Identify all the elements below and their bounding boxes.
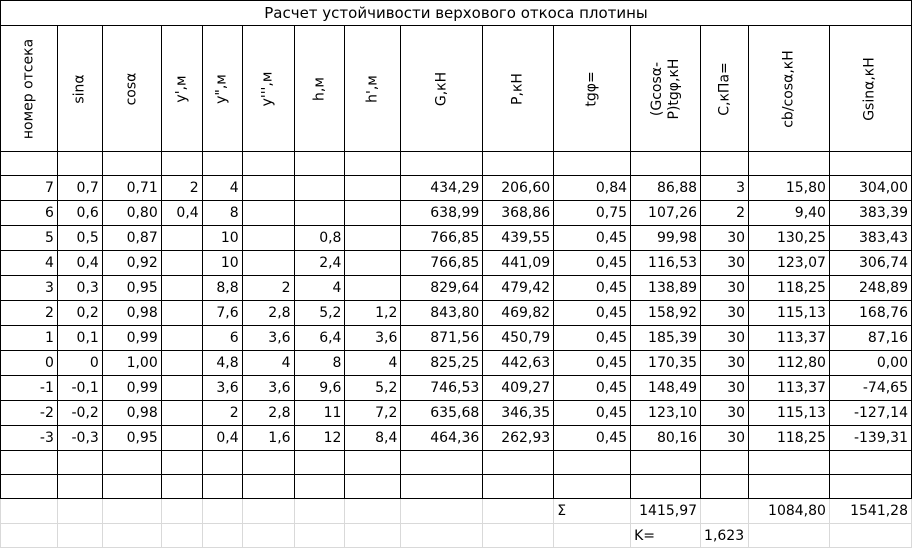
empty-cell[interactable] [345,524,401,548]
column-header[interactable] [294,26,345,152]
empty-cell[interactable] [554,475,631,499]
empty-cell[interactable] [749,475,830,499]
table-row [1,176,912,201]
table-cell[interactable]: 383,43 [829,226,911,251]
table-cell[interactable]: 1 [1,326,58,351]
table-cell[interactable]: -3 [1,426,58,451]
table-cell[interactable]: 0,6 [57,201,102,226]
table-cell[interactable]: 11 [294,401,345,426]
sum-cb-value[interactable]: 1084,80 [749,499,830,524]
table-cell[interactable] [161,326,202,351]
empty-cell[interactable] [202,451,242,475]
empty-cell[interactable] [401,475,483,499]
sigma-label[interactable]: Σ [554,499,631,524]
empty-cell[interactable] [483,475,554,499]
table-row [1,276,912,301]
table-cell[interactable]: 30 [701,326,749,351]
table-cell[interactable] [242,201,294,226]
table-cell[interactable]: 0,45 [554,326,631,351]
empty-cell[interactable] [242,152,294,176]
table-cell[interactable]: 138,89 [631,276,701,301]
table-cell[interactable]: 3 [1,276,58,301]
empty-cell[interactable] [294,524,345,548]
table-cell[interactable]: 2,8 [242,401,294,426]
empty-cell[interactable] [102,451,161,475]
column-header[interactable] [57,26,102,152]
table-cell[interactable] [345,201,401,226]
table-cell[interactable]: 10 [202,251,242,276]
column-header-label: Gsinα,кН [861,56,878,121]
table-cell[interactable]: 30 [701,251,749,276]
table-cell[interactable]: 10 [202,226,242,251]
table-cell[interactable]: -0,3 [57,426,102,451]
column-header[interactable] [554,26,631,152]
table-cell[interactable]: 4 [242,351,294,376]
table-cell[interactable]: 113,37 [749,376,830,401]
table-cell[interactable]: 0,92 [102,251,161,276]
table-cell[interactable]: -139,31 [829,426,911,451]
table-cell[interactable]: -0,2 [57,401,102,426]
column-header[interactable] [202,26,242,152]
empty-cell[interactable] [554,524,631,548]
table-cell[interactable]: 0,45 [554,401,631,426]
table-cell[interactable]: 450,79 [483,326,554,351]
column-header[interactable] [701,26,749,152]
table-cell[interactable]: 1,2 [345,301,401,326]
empty-cell[interactable] [749,451,830,475]
table-cell[interactable]: 0,45 [554,276,631,301]
empty-cell[interactable] [242,499,294,524]
table-cell[interactable]: 30 [701,401,749,426]
table-cell[interactable]: 0,95 [102,276,161,301]
table-cell[interactable]: 8,4 [345,426,401,451]
column-header[interactable] [749,26,830,152]
table-cell[interactable] [345,176,401,201]
empty-cell[interactable] [161,152,202,176]
empty-cell[interactable] [701,451,749,475]
table-cell[interactable]: 383,39 [829,201,911,226]
table-cell[interactable]: 829,64 [401,276,483,301]
empty-cell[interactable] [1,451,58,475]
empty-cell[interactable] [401,451,483,475]
table-row [1,226,912,251]
sum-gsin-value[interactable]: 1541,28 [829,499,911,524]
empty-cell[interactable] [749,152,830,176]
table-cell[interactable] [161,226,202,251]
table-cell[interactable]: 206,60 [483,176,554,201]
k-label[interactable]: K= [631,524,701,548]
table-cell[interactable]: 746,53 [401,376,483,401]
table-cell[interactable]: 0,99 [102,326,161,351]
table-cell[interactable] [345,226,401,251]
column-header[interactable] [1,26,58,152]
table-cell[interactable]: 80,16 [631,426,701,451]
table-cell[interactable]: 8 [294,351,345,376]
table-cell[interactable] [161,401,202,426]
table-cell[interactable]: 0 [1,351,58,376]
empty-cell[interactable] [102,524,161,548]
empty-cell[interactable] [401,499,483,524]
table-cell[interactable] [345,276,401,301]
table-cell[interactable]: 635,68 [401,401,483,426]
empty-cell[interactable] [161,524,202,548]
table-cell[interactable]: 0,71 [102,176,161,201]
column-header[interactable] [242,26,294,152]
empty-cell[interactable] [1,475,58,499]
column-header-label: h,м [311,76,327,101]
column-header-label: y''',м [259,71,276,106]
empty-cell[interactable] [554,152,631,176]
table-cell[interactable]: 0,84 [554,176,631,201]
table-cell[interactable]: 0,4 [57,251,102,276]
empty-cell[interactable] [294,152,345,176]
table-cell[interactable]: 4 [1,251,58,276]
table-cell[interactable]: -0,1 [57,376,102,401]
empty-cell[interactable] [57,524,102,548]
table-cell[interactable]: 4 [345,351,401,376]
empty-cell[interactable] [1,524,58,548]
table-cell[interactable]: 118,25 [749,426,830,451]
empty-cell[interactable] [345,499,401,524]
empty-cell[interactable] [345,152,401,176]
table-cell[interactable]: 113,37 [749,326,830,351]
table-cell[interactable]: 346,35 [483,401,554,426]
table-cell[interactable] [345,251,401,276]
table-cell[interactable]: 4 [294,276,345,301]
table-cell[interactable]: 5,2 [345,376,401,401]
empty-cell[interactable] [483,524,554,548]
table-cell[interactable]: 368,86 [483,201,554,226]
table-cell[interactable]: 638,99 [401,201,483,226]
table-cell[interactable]: 7 [1,176,58,201]
table-cell[interactable]: 185,39 [631,326,701,351]
empty-cell[interactable] [57,152,102,176]
table-cell[interactable] [161,376,202,401]
empty-cell[interactable] [57,475,102,499]
table-cell[interactable]: 825,25 [401,351,483,376]
empty-cell[interactable] [631,475,701,499]
table-cell[interactable]: 30 [701,351,749,376]
table-cell[interactable]: 0,45 [554,301,631,326]
table-cell[interactable]: 5 [1,226,58,251]
empty-cell[interactable] [102,152,161,176]
table-cell[interactable]: 304,00 [829,176,911,201]
blank-row [1,451,912,475]
table-cell[interactable]: 434,29 [401,176,483,201]
table-cell[interactable]: 6 [1,201,58,226]
table-cell[interactable]: 30 [701,426,749,451]
table-cell[interactable] [161,251,202,276]
table-cell[interactable]: 0,98 [102,301,161,326]
table-cell[interactable]: 86,88 [631,176,701,201]
column-header-label: P,кН [509,72,526,105]
table-cell[interactable]: 0,95 [102,426,161,451]
empty-cell[interactable] [631,451,701,475]
k-value[interactable]: 1,623 [701,524,749,548]
empty-cell[interactable] [242,451,294,475]
column-header-label: y",м [213,73,230,104]
table-cell[interactable]: 871,56 [401,326,483,351]
table-cell[interactable]: 843,80 [401,301,483,326]
table-cell[interactable]: 479,42 [483,276,554,301]
column-header[interactable] [483,26,554,152]
table-cell[interactable]: 0,5 [57,226,102,251]
empty-cell[interactable] [829,524,911,548]
table-cell[interactable]: 115,13 [749,301,830,326]
empty-cell[interactable] [829,152,911,176]
table-cell[interactable]: 0,45 [554,351,631,376]
empty-cell[interactable] [829,475,911,499]
table-cell[interactable] [242,251,294,276]
empty-cell[interactable] [102,475,161,499]
table-cell[interactable]: 148,49 [631,376,701,401]
table-cell[interactable]: 3,6 [242,326,294,351]
empty-cell[interactable] [294,451,345,475]
table-cell[interactable]: 0,98 [102,401,161,426]
table-cell[interactable]: 442,63 [483,351,554,376]
empty-cell[interactable] [57,499,102,524]
column-header-label: (Gcosα-P)tgφ,кН [648,58,682,119]
table-cell[interactable]: 99,98 [631,226,701,251]
table-row [1,351,912,376]
table-cell[interactable]: 116,53 [631,251,701,276]
sum-tgphi-value[interactable]: 1415,97 [631,499,701,524]
empty-cell[interactable] [483,451,554,475]
table-cell[interactable]: 2 [701,201,749,226]
empty-cell[interactable] [631,152,701,176]
column-header-label: C,кПа= [716,61,733,116]
column-header-label: tgφ= [583,70,600,107]
column-header[interactable] [829,26,911,152]
empty-cell[interactable] [345,451,401,475]
table-row [1,401,912,426]
table-cell[interactable]: 7,6 [202,301,242,326]
table-cell[interactable]: 0,45 [554,226,631,251]
empty-cell[interactable] [1,499,58,524]
empty-cell[interactable] [294,499,345,524]
table-cell[interactable]: 1,6 [242,426,294,451]
empty-cell[interactable] [1,152,58,176]
table-cell[interactable]: 3,6 [202,376,242,401]
column-header-label: cb/cosα,кН [780,49,797,128]
table-cell[interactable]: 15,80 [749,176,830,201]
table-row [1,301,912,326]
column-header[interactable] [161,26,202,152]
table-cell[interactable]: 4,8 [202,351,242,376]
table-cell[interactable]: 0 [57,351,102,376]
empty-cell[interactable] [701,499,749,524]
table-row [1,201,912,226]
table-cell[interactable] [242,226,294,251]
table-cell[interactable]: 8 [202,201,242,226]
table-cell[interactable]: 0,80 [102,201,161,226]
table-cell[interactable]: 0,1 [57,326,102,351]
empty-cell[interactable] [202,475,242,499]
table-cell[interactable]: 0,87 [102,226,161,251]
empty-cell[interactable] [554,451,631,475]
table-cell[interactable]: -1 [1,376,58,401]
table-cell[interactable]: -127,14 [829,401,911,426]
table-cell[interactable]: 0,2 [57,301,102,326]
table-cell[interactable]: 3,6 [345,326,401,351]
table-cell[interactable]: 469,82 [483,301,554,326]
table-cell[interactable]: 0,45 [554,251,631,276]
table-cell[interactable]: 170,35 [631,351,701,376]
table-cell[interactable]: 0,99 [102,376,161,401]
empty-cell[interactable] [701,152,749,176]
empty-cell[interactable] [345,475,401,499]
empty-cell[interactable] [242,524,294,548]
table-cell[interactable]: 7,2 [345,401,401,426]
column-header[interactable] [631,26,701,152]
column-header-label: номер отсека [20,38,37,139]
table-cell[interactable]: 30 [701,376,749,401]
table-cell[interactable]: 9,6 [294,376,345,401]
table-cell[interactable]: 112,80 [749,351,830,376]
column-header[interactable] [401,26,483,152]
spacer-row [1,152,912,176]
table-cell[interactable]: 2 [161,176,202,201]
table-cell[interactable]: 30 [701,301,749,326]
empty-cell[interactable] [102,499,161,524]
table-cell[interactable]: 118,25 [749,276,830,301]
table-cell[interactable]: 441,09 [483,251,554,276]
table-cell[interactable]: 262,93 [483,426,554,451]
empty-cell[interactable] [483,499,554,524]
table-cell[interactable]: 464,36 [401,426,483,451]
empty-cell[interactable] [829,451,911,475]
table-cell[interactable]: 0,75 [554,201,631,226]
empty-cell[interactable] [161,499,202,524]
table-cell[interactable]: 2 [1,301,58,326]
table-cell[interactable]: 0,8 [294,226,345,251]
empty-cell[interactable] [57,451,102,475]
column-header-label: y',м [173,74,190,103]
empty-cell[interactable] [401,152,483,176]
column-header-label: h',м [364,74,381,103]
table-cell[interactable]: 5,2 [294,301,345,326]
table-cell[interactable]: -74,65 [829,376,911,401]
table-row [1,326,912,351]
column-header-label: cosα [123,72,140,105]
empty-cell[interactable] [242,475,294,499]
table-cell[interactable] [161,276,202,301]
table-cell[interactable]: 766,85 [401,251,483,276]
table-cell[interactable]: 8,8 [202,276,242,301]
table-cell[interactable]: 2 [202,401,242,426]
empty-cell[interactable] [202,499,242,524]
table-cell[interactable]: 409,27 [483,376,554,401]
table-cell[interactable]: 168,76 [829,301,911,326]
column-header[interactable] [102,26,161,152]
table-row [1,376,912,401]
table-cell[interactable]: 248,89 [829,276,911,301]
empty-cell[interactable] [202,152,242,176]
table-cell[interactable]: 0,45 [554,426,631,451]
table-cell[interactable]: 3 [701,176,749,201]
table-cell[interactable] [242,176,294,201]
empty-cell[interactable] [161,451,202,475]
table-cell[interactable] [294,201,345,226]
table-title: Расчет устойчивости верхового откоса плотины [1,1,912,26]
empty-cell[interactable] [401,524,483,548]
table-cell[interactable]: 766,85 [401,226,483,251]
table-cell[interactable] [294,176,345,201]
empty-cell[interactable] [294,475,345,499]
table-cell[interactable]: 2,8 [242,301,294,326]
table-cell[interactable]: 9,40 [749,201,830,226]
empty-cell[interactable] [483,152,554,176]
table-cell[interactable]: -2 [1,401,58,426]
table-cell[interactable]: 6,4 [294,326,345,351]
table-cell[interactable]: 0,45 [554,376,631,401]
empty-cell[interactable] [202,524,242,548]
column-header-label: sinα [71,73,88,104]
empty-cell[interactable] [701,475,749,499]
column-header[interactable] [345,26,401,152]
table-row [1,426,912,451]
table-cell[interactable]: 30 [701,226,749,251]
table-cell[interactable]: 87,16 [829,326,911,351]
header-row [1,26,912,152]
empty-cell[interactable] [749,524,830,548]
table-row [1,251,912,276]
table-cell[interactable]: 0,4 [202,426,242,451]
table-cell[interactable] [161,351,202,376]
table-cell[interactable]: 306,74 [829,251,911,276]
k-row [1,524,912,548]
table-cell[interactable]: 1,00 [102,351,161,376]
table-cell[interactable]: 30 [701,276,749,301]
table-cell[interactable]: 2,4 [294,251,345,276]
blank-row [1,475,912,499]
empty-cell[interactable] [161,475,202,499]
table-cell[interactable]: 4 [202,176,242,201]
table-cell[interactable]: 439,55 [483,226,554,251]
table-cell[interactable]: 123,07 [749,251,830,276]
table-cell[interactable]: 0,4 [161,201,202,226]
table-cell[interactable]: 158,92 [631,301,701,326]
column-header-label: G,кН [433,71,450,106]
table-cell[interactable]: 12 [294,426,345,451]
table-cell[interactable]: 0,00 [829,351,911,376]
table-cell[interactable]: 0,7 [57,176,102,201]
table-cell[interactable]: 6 [202,326,242,351]
table-cell[interactable]: 2 [242,276,294,301]
table-cell[interactable] [161,426,202,451]
table-cell[interactable]: 115,13 [749,401,830,426]
table-cell[interactable] [161,301,202,326]
table-cell[interactable]: 107,26 [631,201,701,226]
table-cell[interactable]: 0,3 [57,276,102,301]
table-cell[interactable]: 123,10 [631,401,701,426]
table-cell[interactable]: 130,25 [749,226,830,251]
sum-row [1,499,912,524]
table-cell[interactable]: 3,6 [242,376,294,401]
